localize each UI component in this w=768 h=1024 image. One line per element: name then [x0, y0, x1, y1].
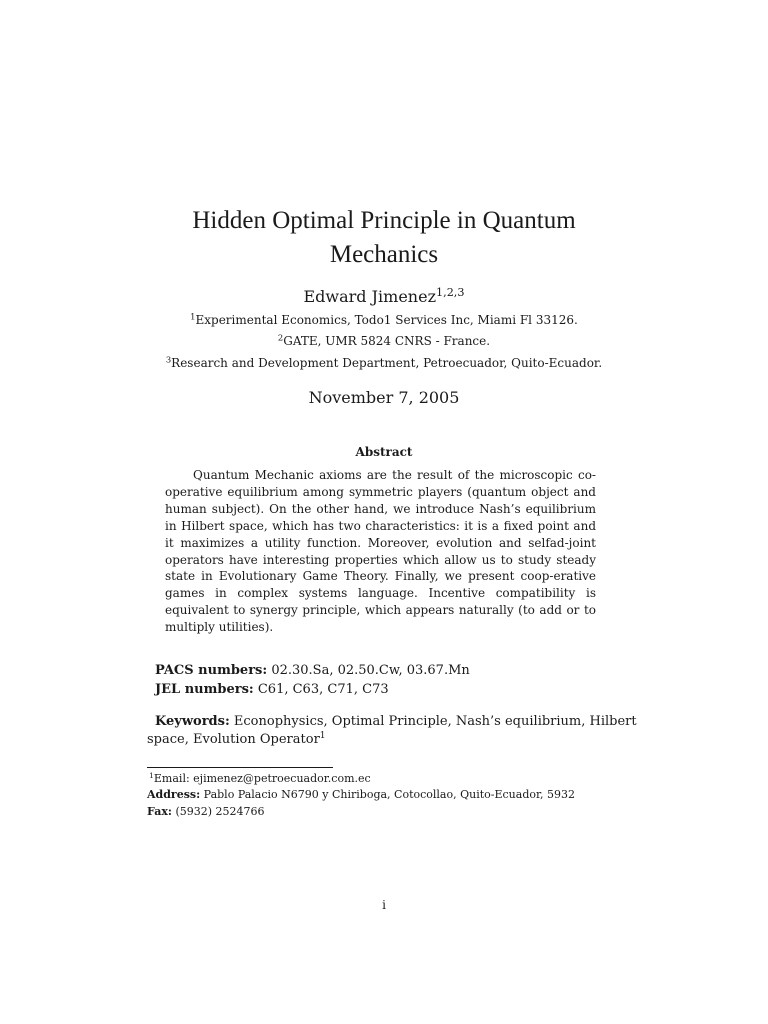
jel-value: C61, C63, C71, C73	[257, 682, 389, 697]
footnote-address-text: Pablo Palacio N6790 y Chiriboga, Cotocollao, Quito-Ecuador, 5932	[203, 788, 576, 801]
footnote-fax-label: Fax:	[147, 805, 172, 818]
abstract-heading: Abstract	[355, 445, 413, 459]
affiliation-mark: 2	[277, 332, 284, 343]
affiliation-mark: 1	[190, 311, 196, 322]
keywords	[147, 713, 645, 749]
footnote-mark: 1	[149, 770, 154, 780]
affiliation-1	[0, 312, 768, 328]
footnote-address-label: Address:	[147, 788, 201, 801]
author-name: Edward Jimenez	[303, 287, 437, 306]
keywords-value: Econophysics, Optimal Principle, Nash’s equilibrium, Hilbert space, Evolution Operator	[147, 714, 637, 747]
title-line-1: Hidden Optimal Principle in Quantum	[192, 207, 576, 234]
publication-date: November 7, 2005	[308, 388, 460, 407]
keywords-label: Keywords:	[155, 714, 230, 729]
affiliation-text: GATE, UMR 5824 CNRS - France.	[283, 334, 491, 348]
affiliation-mark: 3	[165, 354, 172, 365]
jel-numbers	[155, 681, 389, 698]
footnote-fax	[147, 804, 265, 819]
paper-title	[0, 204, 768, 272]
footnote-email	[149, 771, 371, 786]
affiliation-text: Research and Development Department, Petroecuador, Quito-Ecuador.	[171, 356, 603, 370]
pacs-label: PACS numbers:	[155, 663, 268, 678]
title-line-2: Mechanics	[329, 241, 439, 268]
pacs-value: 02.30.Sa, 02.50.Cw, 03.67.Mn	[271, 663, 470, 678]
abstract-body: Quantum Mechanic axioms are the result of the microscopic co-operative equilibrium among symmetric players (quantum object and human subject). On the other hand, we introduce Nash’s equilibrium in Hilbert space, which has two characteristics: it is a fixed point and it maximizes a utility function. Moreover, evolution and selfad-joint operators have interesting properties which allow us to study steady state in Evolutionary Game Theory. Finally, we present coop-erative games in complex systems language. Incentive compatibility is equivalent to synergy principle, which appears naturally (to add or to multiply utilities).	[165, 468, 596, 635]
footnote-email-text: Email: ejimenez@petroecuador.com.ec	[153, 772, 371, 785]
affiliation-2	[0, 333, 768, 349]
page-number: i	[382, 898, 386, 912]
author	[0, 287, 768, 307]
author-marks: 1,2,3	[436, 285, 465, 299]
keywords-footnote-mark: 1	[319, 731, 326, 741]
footnote-fax-text: (5932) 2524766	[175, 805, 265, 818]
footnote-rule	[147, 767, 333, 768]
pacs-numbers	[155, 662, 470, 679]
footnote-address	[147, 787, 575, 802]
jel-label: JEL numbers:	[155, 682, 254, 697]
affiliation-3	[0, 355, 768, 371]
affiliation-text: Experimental Economics, Todo1 Services Inc, Miami Fl 33126.	[195, 313, 578, 327]
